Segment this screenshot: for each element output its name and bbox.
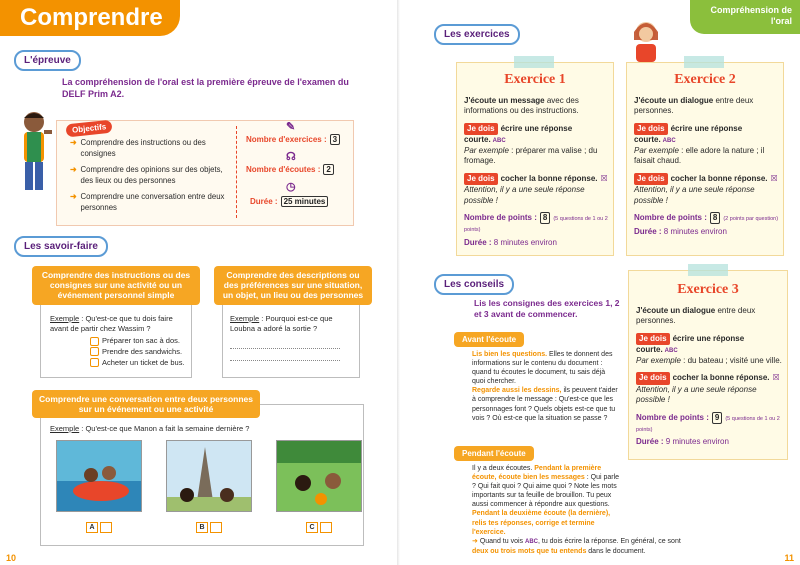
clock-icon: ◷ [286, 181, 296, 193]
right-page [400, 0, 800, 565]
pendant-ecoute-label: Pendant l'écoute [454, 446, 534, 461]
example-1: Exemple : Qu'est-ce que tu dois faire avant de partir chez Wassim ? [50, 314, 173, 333]
answer-box-a[interactable]: A [86, 522, 112, 533]
picture-a-boat [56, 440, 142, 512]
example-2: Exemple : Pourquoi est-ce que Loubna a adoré la sortie ? [230, 314, 333, 333]
page-number-right: 11 [784, 553, 794, 563]
checkbox[interactable] [90, 347, 99, 356]
option-item[interactable]: Prendre des sandwichs. [90, 347, 185, 358]
picture-b-paris [166, 440, 252, 512]
checkbox[interactable] [90, 358, 99, 367]
boy-illustration [14, 108, 54, 194]
page-number-left: 10 [6, 553, 17, 563]
stat-ecoutes: ☊ Nombre d'écoutes : 2 [246, 150, 352, 180]
savoir-faire-title-2: Comprendre des descriptions ou des préférences sur une situation, un objet, un lieu ou des personnes [214, 266, 372, 305]
exercice-2-title: Exercice 2 [674, 72, 736, 87]
avant-ecoute-label: Avant l'écoute [454, 332, 524, 347]
tape [514, 56, 554, 68]
exercice-3-title: Exercice 3 [677, 282, 739, 297]
picture-c-concert [276, 440, 362, 512]
objectifs-list [70, 138, 230, 213]
tape [684, 56, 724, 68]
page-title: Comprendre [20, 4, 163, 31]
exercice-1-title: Exercice 1 [504, 72, 566, 87]
girl-illustration [626, 18, 666, 62]
section-conseils-heading: Les conseils [434, 274, 514, 295]
savoir-faire-title-3: Comprendre une conversation entre deux personnes sur un événement ou une activité [32, 390, 260, 418]
answer-line[interactable] [230, 360, 340, 361]
checkbox[interactable] [90, 337, 99, 346]
objectif-item: ➜ Comprendre des instructions ou des consignes [70, 138, 206, 158]
option-item[interactable]: Préparer ton sac à dos. [90, 336, 185, 347]
avant-ecoute-text: Lis bien les questions. Elles te donnent des informations sur le contenu du document : quand tu écoutes le document, tu sais déjà quoi chercher. Regarde aussi les dessins, ils peuvent t'aider à comprendre le message : Qu'est-ce que les personnages font ? Quels objets est-ce que tu vois ? Où est-ce que la situation se passe ? [472, 351, 618, 422]
answer-box-b[interactable]: B [196, 522, 222, 533]
option-item[interactable]: Acheter un ticket de bus. [90, 358, 185, 369]
stat-duree: ◷ Durée : 25 minutes [246, 180, 352, 210]
pencil-icon: ✎ [286, 121, 296, 133]
objectifs-divider [236, 126, 237, 218]
objectifs-label: Objectifs [65, 120, 112, 138]
options-list-1 [90, 336, 185, 369]
section-savoir-faire-heading: Les savoir-faire [14, 236, 108, 257]
tape [688, 264, 728, 276]
objectif-item: ➜ Comprendre des opinions sur des objets, des lieux ou des personnes [70, 165, 223, 185]
answer-box-c[interactable]: C [306, 522, 332, 533]
stats-column [246, 120, 352, 210]
answer-line[interactable] [230, 348, 340, 349]
section-exercices-heading: Les exercices [434, 24, 520, 45]
checkbox-icon: ☒ [770, 173, 778, 183]
epreuve-intro: La compréhension de l'oral est la première épreuve de l'examen du DELF Prim A2. [62, 77, 349, 100]
exercice-3-body: J'écoute un dialogue entre deux personnes. Je dois écrire une réponse courte. ABC Par exemple : du bateau ; visité une ville. Je dois cocher la bonne réponse. ☒ Attention, il y a une seule réponse possible ! Nombre de points : 9 (5 questions de 1 ou 2 points) Durée : 9 minutes environ [636, 306, 782, 447]
savoir-faire-title-1: Comprendre des instructions ou des consignes sur une activité ou un événement personnel simple [32, 266, 200, 305]
corner-label: Compréhension de l'oral [710, 5, 792, 26]
exercice-2-body: J'écoute un dialogue entre deux personnes. Je dois écrire une réponse courte. ABC Par exemple : elle adore la nature ; il faisait chaud. Je dois cocher la bonne réponse. ☒ Attention, il y a une seule réponse possible ! Nombre de points : 8 (2 points par question) Durée : 8 minutes environ [634, 96, 779, 237]
stat-exercices: ✎ Nombre d'exercices : 3 [246, 120, 352, 150]
headphones-icon: ☊ [286, 151, 296, 163]
checkbox-icon: ☒ [600, 173, 608, 183]
pendant-ecoute-text: Il y a deux écoutes. Pendant la première écoute, écoute bien les messages : Qui parle ? Qui fait quoi ? Qui aime quoi ? Note les mots importants sur ta feuille de brouillon. Tu peux aussi commencer à répondre aux questions. Pendant la deuxième écoute (la dernière), relis tes réponses, corrige et termine l'exercice. ➜ Quand tu vois ABC, tu dois écrire la réponse. En général, ce sont deux ou trois mots que tu entends dans le document. [472, 465, 681, 555]
section-epreuve-heading: L'épreuve [14, 50, 81, 71]
conseils-intro: Lis les consignes des exercices 1, 2 et 3 avant de commencer. [474, 298, 620, 320]
exercice-1-body: J'écoute un message avec des informations ou des instructions. Je dois écrire une réponse courte. ABC Par exemple : préparer ma valise ; du fromage. Je dois cocher la bonne réponse. ☒ Attention, il y a une seule réponse possible ! Nombre de points : 8 (5 questions de 1 ou 2 points) Durée : 8 minutes environ [464, 96, 608, 247]
objectif-item: ➜ Comprendre une conversation entre deux personnes [70, 192, 225, 212]
checkbox-icon: ☒ [772, 373, 780, 383]
example-3: Exemple : Qu'est-ce que Manon a fait la semaine dernière ? [50, 424, 250, 433]
